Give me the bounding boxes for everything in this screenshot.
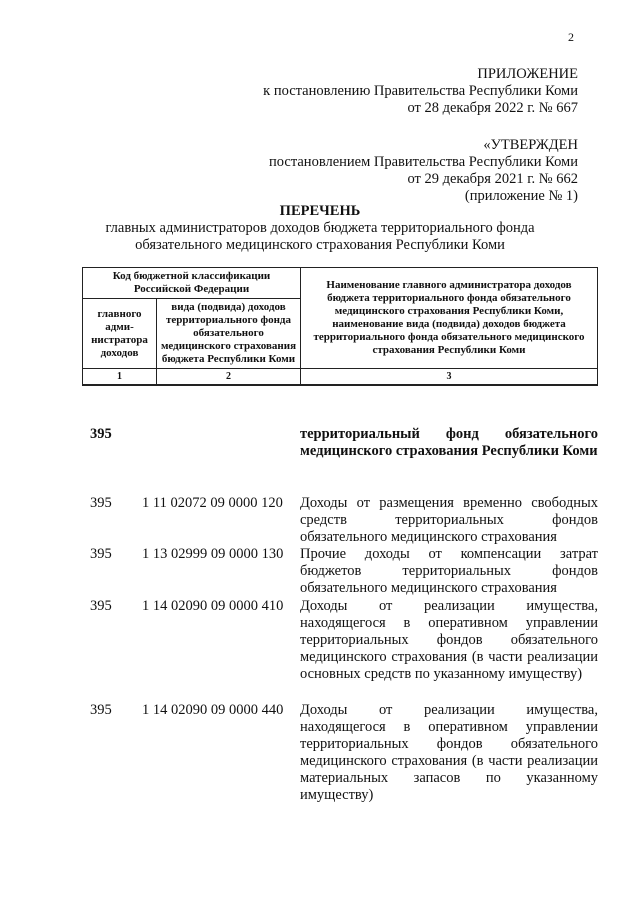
appendix-title: ПРИЛОЖЕНИЕ <box>477 66 578 82</box>
bk-code-header: Код бюджетной классификации Российской Федерации <box>83 268 301 299</box>
income-name: Прочие доходы от компенсации затрат бюджетов территориальных фондов обязательного медицинского страхования <box>300 546 598 596</box>
income-code: 1 14 02090 09 0000 440 <box>142 702 284 718</box>
admin-code: 395 <box>90 495 112 511</box>
appendix-header <box>263 66 578 117</box>
approved-header <box>269 137 578 205</box>
income-name: Доходы от реализации имущества, находящегося в оперативном управлении территориальных фондов обязательного медицинского страхования (в части реализации материальных запасов по указанному имуществу) <box>300 702 598 803</box>
income-name: Доходы от размещения временно свободных средств территориальных фондов обязательного медицинского страхования <box>300 495 598 545</box>
income-code: 1 14 02090 09 0000 410 <box>142 598 284 614</box>
approved-appendix-ref: (приложение № 1) <box>464 188 578 204</box>
list-subtitle: главных администраторов доходов бюджета территориального фонда <box>105 220 535 236</box>
admin-code: 395 <box>90 598 112 614</box>
approved-title: «УТВЕРЖДЕН <box>483 137 578 153</box>
admin-column-header: главного адми-нистратора доходов <box>83 299 157 369</box>
column-number: 2 <box>157 369 301 386</box>
column-number: 1 <box>83 369 157 386</box>
list-title-block <box>0 203 640 254</box>
appendix-line: к постановлению Правительства Республики Коми <box>263 83 578 99</box>
income-code: 1 13 02999 09 0000 130 <box>142 546 284 562</box>
page-number: 2 <box>568 30 574 44</box>
approved-date: от 29 декабря 2021 г. № 662 <box>407 171 578 187</box>
admin-code: 395 <box>90 702 112 718</box>
admin-code: 395 <box>90 426 112 442</box>
list-title: ПЕРЕЧЕНЬ <box>279 203 361 219</box>
admin-code: 395 <box>90 546 112 562</box>
list-subtitle: обязательного медицинского страхования Республики Коми <box>135 237 505 253</box>
type-column-header: вида (подвида) доходов территориального фонда обязательного медицинского страхования бюджета Республики Коми <box>157 299 301 369</box>
header-table <box>82 267 598 386</box>
income-name: территориальный фонд обязательного медицинского страхования Республики Коми <box>300 426 598 459</box>
appendix-date: от 28 декабря 2022 г. № 667 <box>407 100 578 116</box>
name-column-header: Наименование главного администратора доходов бюджета территориального фонда обязательного медицинского страхования Республики Коми, наименование вида (подвида) доходов бюджета территориального фонда обязательного медицинского страхования Республики Коми <box>301 268 598 369</box>
column-number: 3 <box>301 369 598 386</box>
income-name: Доходы от реализации имущества, находящегося в оперативном управлении территориальных фондов обязательного медицинского страхования (в части реализации основных средств по указанному имуществу) <box>300 598 598 682</box>
approved-line: постановлением Правительства Республики Коми <box>269 154 578 170</box>
income-code: 1 11 02072 09 0000 120 <box>142 495 283 511</box>
